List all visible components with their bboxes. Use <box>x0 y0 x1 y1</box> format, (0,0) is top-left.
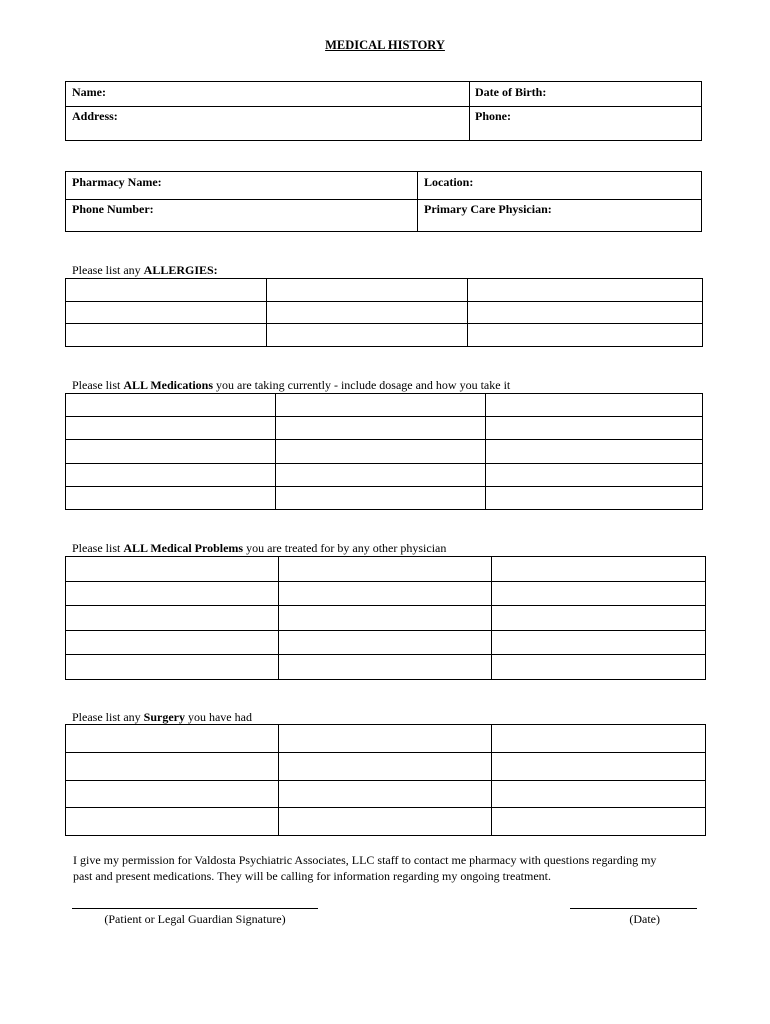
caption-emphasis: ALL Medications <box>123 378 213 392</box>
medication-cell[interactable] <box>276 417 486 440</box>
problem-cell[interactable] <box>66 606 279 631</box>
pharmacy-name-label: Pharmacy Name: <box>72 175 162 189</box>
surgery-cell[interactable] <box>492 725 706 753</box>
caption-emphasis: Surgery <box>143 710 185 724</box>
medication-cell[interactable] <box>66 440 276 463</box>
problem-cell[interactable] <box>279 606 492 631</box>
table-row <box>66 581 706 606</box>
page-title: MEDICAL HISTORY <box>325 38 445 52</box>
surgery-cell[interactable] <box>66 808 279 836</box>
table-row <box>66 463 703 486</box>
allergy-cell[interactable] <box>468 324 703 347</box>
medication-cell[interactable] <box>486 440 703 463</box>
table-row <box>66 301 703 324</box>
medication-cell[interactable] <box>276 394 486 417</box>
surgery-cell[interactable] <box>279 725 492 753</box>
surgery-cell[interactable] <box>279 780 492 808</box>
medication-cell[interactable] <box>276 440 486 463</box>
problem-cell[interactable] <box>492 655 706 680</box>
medical-problems-table <box>65 556 706 680</box>
table-row <box>66 279 703 302</box>
allergy-cell[interactable] <box>267 279 468 302</box>
table-row <box>66 655 706 680</box>
medication-cell[interactable] <box>276 463 486 486</box>
caption-text: Please list any <box>72 263 144 277</box>
caption-text: Please list <box>72 378 124 392</box>
medication-cell[interactable] <box>276 486 486 509</box>
table-row <box>66 630 706 655</box>
problem-cell[interactable] <box>492 630 706 655</box>
allergies-caption <box>72 263 218 278</box>
surgery-cell[interactable] <box>66 780 279 808</box>
table-row <box>66 394 703 417</box>
problem-cell[interactable] <box>66 581 279 606</box>
medications-caption <box>72 378 510 393</box>
patient-info-box <box>65 81 702 141</box>
divider <box>469 82 470 140</box>
medications-table <box>65 393 703 510</box>
date-line[interactable] <box>570 908 697 909</box>
problem-cell[interactable] <box>492 557 706 582</box>
medical-problems-caption <box>72 541 446 556</box>
medication-cell[interactable] <box>66 463 276 486</box>
table-row <box>66 808 706 836</box>
medication-cell[interactable] <box>66 486 276 509</box>
caption-text: you are taking currently - include dosage and how you take it <box>213 378 511 392</box>
medication-cell[interactable] <box>66 394 276 417</box>
caption-text: Please list <box>72 541 124 555</box>
table-row <box>66 752 706 780</box>
problem-cell[interactable] <box>492 581 706 606</box>
table-row <box>66 417 703 440</box>
caption-text: you have had <box>184 710 252 724</box>
problem-cell[interactable] <box>279 581 492 606</box>
pharmacy-info-box <box>65 171 702 232</box>
date-caption: (Date) <box>629 912 660 926</box>
patient-signature-caption: (Patient or Legal Guardian Signature) <box>104 912 286 926</box>
divider <box>417 172 418 231</box>
name-label: Name: <box>72 85 106 99</box>
allergy-cell[interactable] <box>267 301 468 324</box>
table-row <box>66 324 703 347</box>
table-row <box>66 606 706 631</box>
problem-cell[interactable] <box>66 557 279 582</box>
surgery-cell[interactable] <box>492 752 706 780</box>
dob-label: Date of Birth: <box>475 85 547 99</box>
divider <box>66 199 701 200</box>
surgery-cell[interactable] <box>492 808 706 836</box>
problem-cell[interactable] <box>66 630 279 655</box>
surgery-caption <box>72 710 252 725</box>
surgery-cell[interactable] <box>66 725 279 753</box>
caption-text: Please list any <box>72 710 144 724</box>
caption-emphasis: ALLERGIES: <box>143 263 218 277</box>
address-label: Address: <box>72 109 118 123</box>
allergy-cell[interactable] <box>66 324 267 347</box>
table-row <box>66 486 703 509</box>
surgery-table <box>65 724 706 836</box>
permission-line: I give my permission for Valdosta Psychiatric Associates, LLC staff to contact me pharmacy with questions regarding my <box>73 853 657 867</box>
caption-text: you are treated for by any other physician <box>243 541 447 555</box>
medication-cell[interactable] <box>66 417 276 440</box>
location-label: Location: <box>424 175 474 189</box>
phone-label: Phone: <box>475 109 511 123</box>
primary-care-physician-label: Primary Care Physician: <box>424 202 552 216</box>
medication-cell[interactable] <box>486 486 703 509</box>
medication-cell[interactable] <box>486 394 703 417</box>
divider <box>66 106 701 107</box>
surgery-cell[interactable] <box>279 808 492 836</box>
surgery-cell[interactable] <box>279 752 492 780</box>
problem-cell[interactable] <box>492 606 706 631</box>
surgery-cell[interactable] <box>66 752 279 780</box>
allergy-cell[interactable] <box>66 301 267 324</box>
table-row <box>66 557 706 582</box>
allergy-cell[interactable] <box>468 279 703 302</box>
medication-cell[interactable] <box>486 463 703 486</box>
permission-statement <box>73 852 713 884</box>
surgery-cell[interactable] <box>492 780 706 808</box>
problem-cell[interactable] <box>279 655 492 680</box>
allergies-table <box>65 278 703 347</box>
pharmacy-phone-label: Phone Number: <box>72 202 154 216</box>
allergy-cell[interactable] <box>267 324 468 347</box>
allergy-cell[interactable] <box>468 301 703 324</box>
problem-cell[interactable] <box>279 630 492 655</box>
patient-signature-line[interactable] <box>72 908 318 909</box>
medication-cell[interactable] <box>486 417 703 440</box>
caption-emphasis: ALL Medical Problems <box>123 541 244 555</box>
problem-cell[interactable] <box>279 557 492 582</box>
table-row <box>66 440 703 463</box>
problem-cell[interactable] <box>66 655 279 680</box>
allergy-cell[interactable] <box>66 279 267 302</box>
table-row <box>66 725 706 753</box>
table-row <box>66 780 706 808</box>
permission-line: past and present medications. They will be calling for information regarding my ongoing treatment. <box>73 869 551 883</box>
